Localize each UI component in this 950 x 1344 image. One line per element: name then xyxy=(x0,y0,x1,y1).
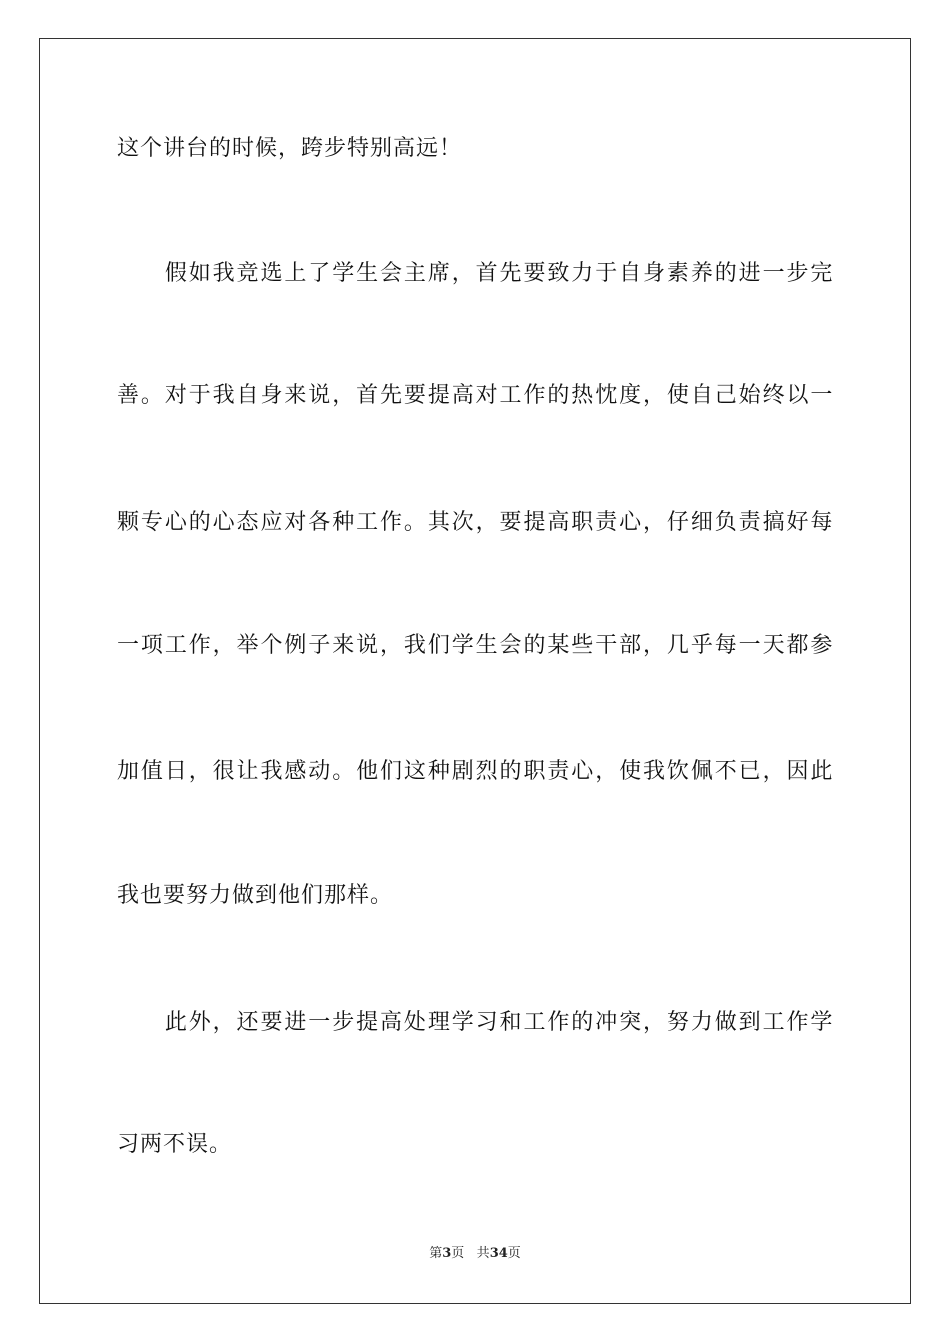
total-suffix: 页 xyxy=(507,1246,521,1261)
text-line-7: 我也要努力做到他们那样。 xyxy=(117,883,394,908)
text-line-8: 此外，还要进一步提高处理学习和工作的冲突，努力做到工作学 xyxy=(117,1010,833,1035)
page-number: 3 xyxy=(442,1246,452,1261)
text-line-5: 一项工作，举个例子来说，我们学生会的某些干部，几乎每一天都参 xyxy=(117,633,833,658)
text-line-1: 这个讲台的时候，跨步特别高远！ xyxy=(117,136,463,161)
text-line-4: 颗专心的心态应对各种工作。其次，要提高职责心，仔细负责搞好每 xyxy=(117,510,833,535)
total-pages: 34 xyxy=(489,1246,508,1261)
page-footer xyxy=(0,1245,950,1263)
page-suffix: 页 xyxy=(451,1246,465,1261)
total-prefix: 共 xyxy=(476,1246,490,1261)
text-line-9: 习两不误。 xyxy=(117,1132,233,1157)
text-line-6: 加值日，很让我感动。他们这种剧烈的职责心，使我饮佩不已，因此 xyxy=(117,759,833,784)
page-prefix: 第 xyxy=(429,1246,443,1261)
text-line-2: 假如我竞选上了学生会主席，首先要致力于自身素养的进一步完 xyxy=(117,261,833,286)
page-border xyxy=(39,38,911,1304)
text-line-3: 善。对于我自身来说，首先要提高对工作的热忱度，使自己始终以一 xyxy=(117,383,833,408)
